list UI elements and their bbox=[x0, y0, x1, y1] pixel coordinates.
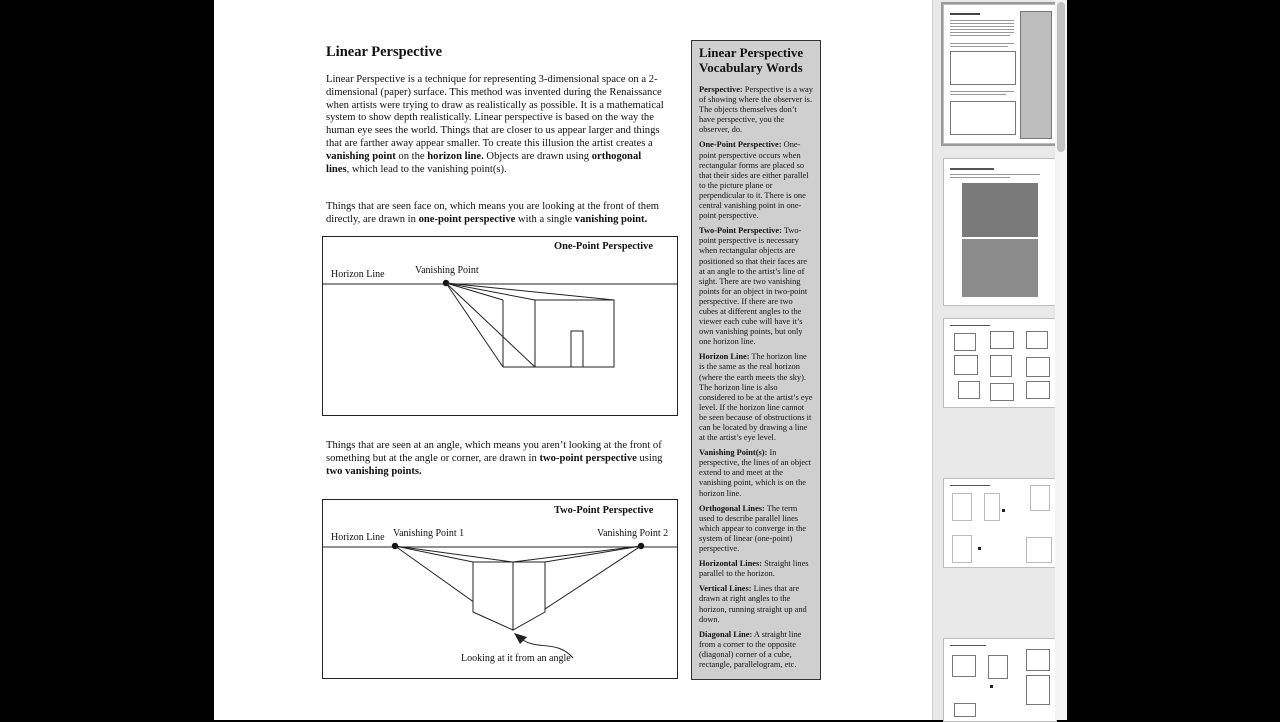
para-line bbox=[326, 214, 678, 227]
vocab-term: Vanishing Point(s): bbox=[699, 448, 768, 458]
box-right-face bbox=[513, 562, 545, 630]
text: Objects are drawn using bbox=[483, 150, 592, 162]
two-point-paragraph bbox=[326, 440, 678, 478]
term-two-vanishing-points: two vanishing points. bbox=[326, 465, 422, 477]
vocab-entry bbox=[699, 630, 813, 670]
vocab-term: Horizontal Lines: bbox=[699, 559, 763, 569]
vocab-entry bbox=[699, 584, 813, 624]
one-point-drawing bbox=[323, 237, 677, 415]
para-line: Things that are seen at an angle, which means you aren’t looking at the front of bbox=[326, 440, 662, 451]
term-vanishing-point: vanishing point. bbox=[574, 213, 648, 225]
vocab-definition: In perspective, the lines of an object extend to and meet at the vanishing point, which is on the horizon line. bbox=[699, 448, 812, 498]
para-line: Things that are seen face on, which means you are looking at the front of them bbox=[326, 201, 660, 212]
one-point-paragraph bbox=[326, 201, 678, 227]
horizon-label: Horizon Line bbox=[331, 532, 385, 543]
intro-line bbox=[326, 164, 682, 177]
text: something but at the angle or corner, are drawn in bbox=[326, 452, 540, 464]
document-page bbox=[214, 0, 932, 720]
text: directly, are drawn in bbox=[326, 213, 419, 225]
text: with a single bbox=[515, 213, 575, 225]
diagram-title: Two-Point Perspective bbox=[554, 505, 654, 516]
intro-line: system to show depth realistically. Linear perspective is based on the way the bbox=[326, 112, 654, 124]
vanishing-point-2-label: Vanishing Point 2 bbox=[597, 528, 669, 539]
orthogonal-line bbox=[446, 283, 535, 300]
term-two-point: two-point perspective bbox=[539, 452, 637, 464]
intro-line: dimensional (paper) surface. This method was invented during the Renaissance bbox=[326, 86, 662, 98]
vocab-term: Perspective: bbox=[699, 85, 743, 94]
orthogonal-line bbox=[446, 283, 614, 300]
angle-note: Looking at it from an angle bbox=[461, 653, 571, 664]
vocab-entry bbox=[699, 559, 813, 579]
vocab-definition: The horizon line is the same as the real horizon (where the earth meets the sky). The horizon line is also considered to be at the artist’s eye level. If the horizon line cannot be seen because of obstructions it can be located by drawing a line at the artist’s eye level. bbox=[699, 352, 813, 443]
orthogonal-line bbox=[446, 283, 503, 367]
thumbnail-sidebar bbox=[932, 0, 1067, 720]
vocab-entry bbox=[699, 140, 813, 221]
thumbnail-page-5[interactable] bbox=[943, 638, 1057, 722]
intro-line: when artists were trying to draw as realistically as possible. It is a mathematical bbox=[326, 99, 664, 111]
para-line bbox=[326, 466, 678, 479]
vocab-definition: Lines that are drawn at right angles to the horizon, running straight up and down. bbox=[699, 584, 807, 624]
vanishing-point-1-label: Vanishing Point 1 bbox=[393, 528, 465, 539]
document-viewer bbox=[214, 0, 1066, 720]
vocab-definition: The term used to describe parallel lines which appear to converge in the system of linear (one-point) perspective. bbox=[699, 503, 807, 554]
thumbnail-page-3[interactable] bbox=[943, 318, 1057, 408]
door bbox=[571, 331, 583, 367]
arrow-head bbox=[514, 633, 527, 644]
vocab-entry bbox=[699, 85, 813, 135]
two-point-drawing bbox=[323, 500, 677, 678]
term-lines: lines bbox=[326, 163, 347, 175]
orthogonal-line bbox=[545, 546, 641, 562]
thumbnail-page-4[interactable] bbox=[943, 478, 1057, 568]
vocab-definition: Perspective is a way of showing where the observer is. The objects themselves don’t have perspective, you the observer, do. bbox=[699, 85, 813, 135]
vocabulary-title bbox=[699, 45, 813, 75]
vocab-definition: Two-point perspective is necessary when rectangular objects are positioned so that their faces are at an angle to the artist’s line of sight. There are two vanishing points for an object in two-point perspective. If there are two cubes at different angles to the viewer each cube will have it’s own vanishing points, but only one horizon line. bbox=[699, 226, 808, 347]
box-left-face bbox=[473, 562, 513, 630]
intro-line: that are farther away appear smaller. To create this illusion the artist creates a bbox=[326, 137, 653, 149]
para-line bbox=[326, 453, 678, 466]
thumbnail-page-1[interactable] bbox=[943, 4, 1057, 144]
intro-line: Linear Perspective is a technique for representing 3-dimensional space on a 2- bbox=[326, 74, 658, 85]
two-point-diagram bbox=[322, 499, 678, 679]
diagram-title: One-Point Perspective bbox=[554, 241, 653, 252]
vocab-term: Diagonal Line: bbox=[699, 629, 753, 639]
intro-line bbox=[326, 151, 682, 164]
vocabulary-box bbox=[691, 40, 821, 680]
vocab-term: Orthogonal Lines: bbox=[699, 503, 765, 513]
vocab-entry bbox=[699, 226, 813, 347]
vocab-term: One-Point Perspective: bbox=[699, 140, 782, 150]
vocab-term: Two-Point Perspective: bbox=[699, 226, 782, 236]
one-point-diagram bbox=[322, 236, 678, 416]
vocab-term: Vertical Lines: bbox=[699, 584, 752, 594]
intro-line: human eye sees the world. Things that are closer to us appear larger and things bbox=[326, 125, 660, 137]
term-horizon-line: horizon line. bbox=[427, 150, 484, 162]
text: using bbox=[636, 452, 663, 464]
vocab-definition: A straight line from a corner to the opposite (diagonal) corner of a cube, rectangle, parallelogram, etc. bbox=[699, 629, 802, 669]
orthogonal-line bbox=[513, 546, 641, 562]
vocab-definition: Straight lines parallel to the horizon. bbox=[699, 559, 809, 579]
orthogonal-line bbox=[395, 546, 513, 562]
vocab-term: Horizon Line: bbox=[699, 352, 750, 362]
sidebar-scroll-thumb[interactable] bbox=[1057, 2, 1065, 152]
page-title: Linear Perspective bbox=[326, 44, 443, 60]
vocab-title-line: Vocabulary Words bbox=[699, 60, 803, 75]
intro-paragraph bbox=[326, 74, 682, 176]
vocab-definition: One-point perspective occurs when rectangular forms are placed so that their sides are either parallel to the picture plane or perpendicular to it. There is one central vanishing point in one-point perspective. bbox=[699, 140, 809, 221]
vocab-entry bbox=[699, 448, 813, 498]
orthogonal-line bbox=[446, 283, 535, 367]
vocab-entry bbox=[699, 352, 813, 443]
vanishing-point-label: Vanishing Point bbox=[415, 265, 479, 276]
sidebar-scrollbar[interactable] bbox=[1055, 0, 1067, 720]
text: on the bbox=[395, 150, 428, 162]
horizon-label: Horizon Line bbox=[331, 269, 385, 280]
term-orthogonal: orthogonal bbox=[591, 150, 642, 162]
thumbnail-page-2[interactable] bbox=[943, 158, 1057, 306]
term-vanishing-point: vanishing point bbox=[326, 150, 396, 162]
vocab-entry bbox=[699, 504, 813, 554]
vocab-title-line: Linear Perspective bbox=[699, 45, 804, 60]
text: , which lead to the vanishing point(s). bbox=[346, 163, 507, 175]
term-one-point: one-point perspective bbox=[418, 213, 516, 225]
